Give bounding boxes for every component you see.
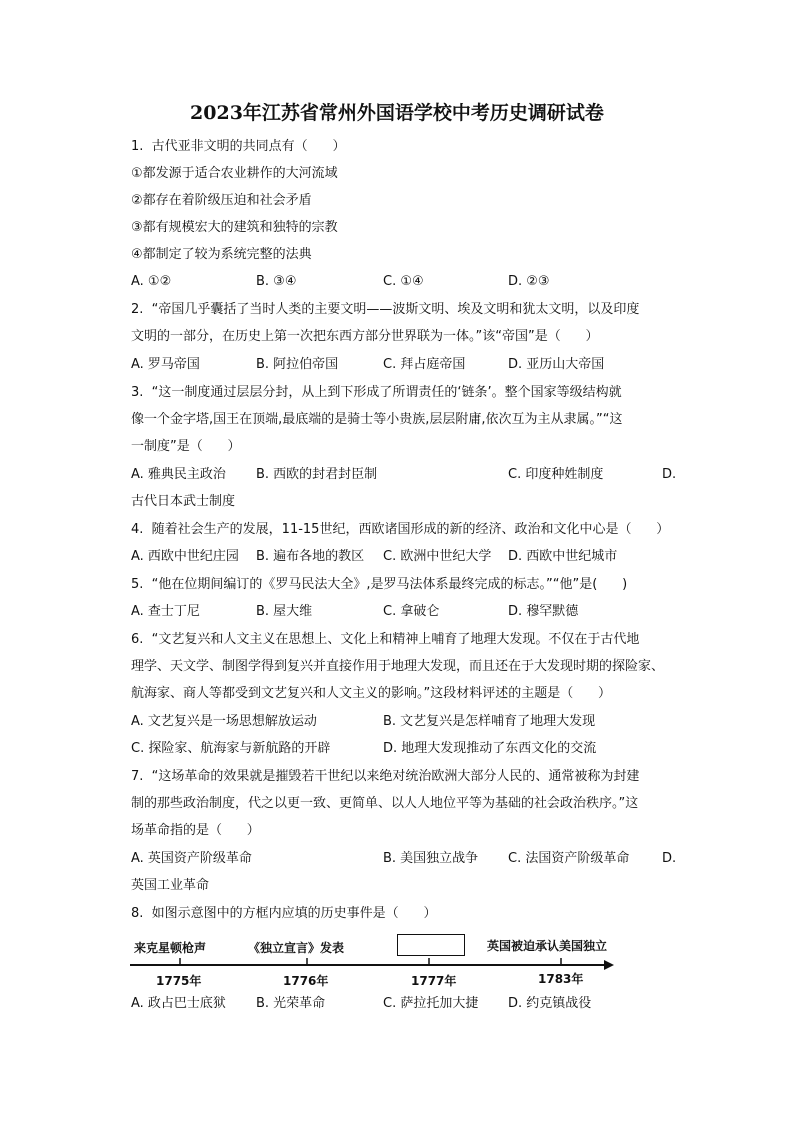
timeline-year-1777: 1777年 [411,974,457,988]
question-stem: 4. 随着社会生产的发展，11-15世纪，西欧诸国形成的新的经济、政治和文化中心是（ ） [131,522,670,537]
timeline-year-1776: 1776年 [283,974,329,988]
option-d-text[interactable]: 英国工业革命 [131,878,210,893]
option-a[interactable]: A. 罗马帝国 [131,357,200,372]
timeline-year-1775: 1775年 [156,974,202,988]
statement: ①都发源于适合农业耕作的大河流域 [131,166,338,181]
option-b[interactable]: B. 西欧的封君封臣制 [256,467,378,482]
question-stem: 理学、天文学、制图学得到复兴并直接作用于地理大发现，而且还在于大发现时期的探险家、 [131,659,665,674]
option-c[interactable]: C. 萨拉托加大捷 [383,996,479,1011]
option-a[interactable]: A. 英国资产阶级革命 [131,851,252,866]
option-b[interactable]: B. 光荣革命 [256,996,326,1011]
question-stem: 航海家、商人等都受到文艺复兴和人文主义的影响。”这段材料评述的主题是（ ） [131,686,612,701]
option-d[interactable]: D. 约克镇战役 [508,996,592,1011]
page-title: 2023年江苏省常州外国语学校中考历史调研试卷 [190,102,604,124]
option-c[interactable]: C. 欧洲中世纪大学 [383,549,492,564]
timeline-label-declaration: 《独立宣言》发表 [248,941,345,955]
option-d[interactable]: D. 亚历山大帝国 [508,357,605,372]
option-a[interactable]: A. ①② [131,274,172,289]
question-stem: 场革命指的是（ ） [131,823,260,838]
option-a[interactable]: A. 查士丁尼 [131,604,200,619]
option-b[interactable]: B. ③④ [256,274,297,289]
question-stem: 一制度”是（ ） [131,439,241,454]
option-d-text[interactable]: 古代日本武士制度 [131,494,236,509]
option-b[interactable]: B. 屋大维 [256,604,313,619]
question-stem: 7. “这场革命的效果就是摧毁若干世纪以来绝对统治欧洲大部分人民的、通常被称为封建 [131,769,640,784]
question-stem: 制的那些政治制度，代之以更一致、更简单、以人人地位平等为基础的社会政治秩序。”这 [131,796,639,811]
option-b[interactable]: B. 阿拉伯帝国 [256,357,339,372]
option-a[interactable]: A. 雅典民主政治 [131,467,226,482]
option-a[interactable]: A. 西欧中世纪庄园 [131,549,239,564]
option-b[interactable]: B. 文艺复兴是怎样哺育了地理大发现 [383,714,596,729]
answer-blank-box [397,934,465,956]
timeline-label-lexington: 来克星顿枪声 [134,941,207,955]
option-c[interactable]: C. 法国资产阶级革命 [508,851,630,866]
question-stem: 8. 如图示意图中的方框内应填的历史事件是（ ） [131,906,437,921]
option-c[interactable]: C. 拿破仑 [383,604,440,619]
option-c[interactable]: C. ①④ [383,274,424,289]
statement: ③都有规模宏大的建筑和独特的宗教 [131,220,338,235]
option-d[interactable]: D. [662,467,677,482]
option-d[interactable]: D. 地理大发现推动了东西文化的交流 [383,741,597,756]
option-d[interactable]: D. 西欧中世纪城市 [508,549,618,564]
option-b[interactable]: B. 美国独立战争 [383,851,479,866]
statement: ②都存在着阶级压迫和社会矛盾 [131,193,312,208]
option-d[interactable]: D. 穆罕默德 [508,604,579,619]
option-c[interactable]: C. 拜占庭帝国 [383,357,466,372]
question-stem: 像一个金字塔,国王在顶端,最底端的是骑士等小贵族,层层附庸,依次互为主从隶属。”“这 [131,412,623,427]
option-c[interactable]: C. 印度种姓制度 [508,467,604,482]
timeline-label-recognition: 英国被迫承认美国独立 [487,939,608,953]
option-b[interactable]: B. 遍布各地的教区 [256,549,365,564]
statement: ④都制定了较为系统完整的法典 [131,247,312,262]
option-a[interactable]: A. 政占巴士底狱 [131,996,226,1011]
option-d[interactable]: D. [662,851,677,866]
timeline-year-1783: 1783年 [538,972,584,986]
question-stem: 3. “这一制度通过层层分封，从上到下形成了所谓责任的‘链条’。整个国家等级结构就 [131,385,622,400]
question-stem: 1. 古代亚非文明的共同点有（ ） [131,139,346,154]
question-stem: 5. “他在位期间编订的《罗马民法大全》,是罗马法体系最终完成的标志。”“他”是( ) [131,577,628,592]
timeline-arrow-head [604,960,614,970]
question-stem: 2. “帝国几乎囊括了当时人类的主要文明——波斯文明、埃及文明和犹太文明，以及印度 [131,302,640,317]
option-a[interactable]: A. 文艺复兴是一场思想解放运动 [131,714,317,729]
question-stem: 文明的一部分，在历史上第一次把东西方部分世界联为一体。”该“帝国”是（ ） [131,329,599,344]
option-d[interactable]: D. ②③ [508,274,550,289]
question-stem: 6. “文艺复兴和人文主义在思想上、文化上和精神上哺育了地理大发现。不仅在于古代地 [131,632,640,647]
option-c[interactable]: C. 探险家、航海家与新航路的开辟 [131,741,331,756]
